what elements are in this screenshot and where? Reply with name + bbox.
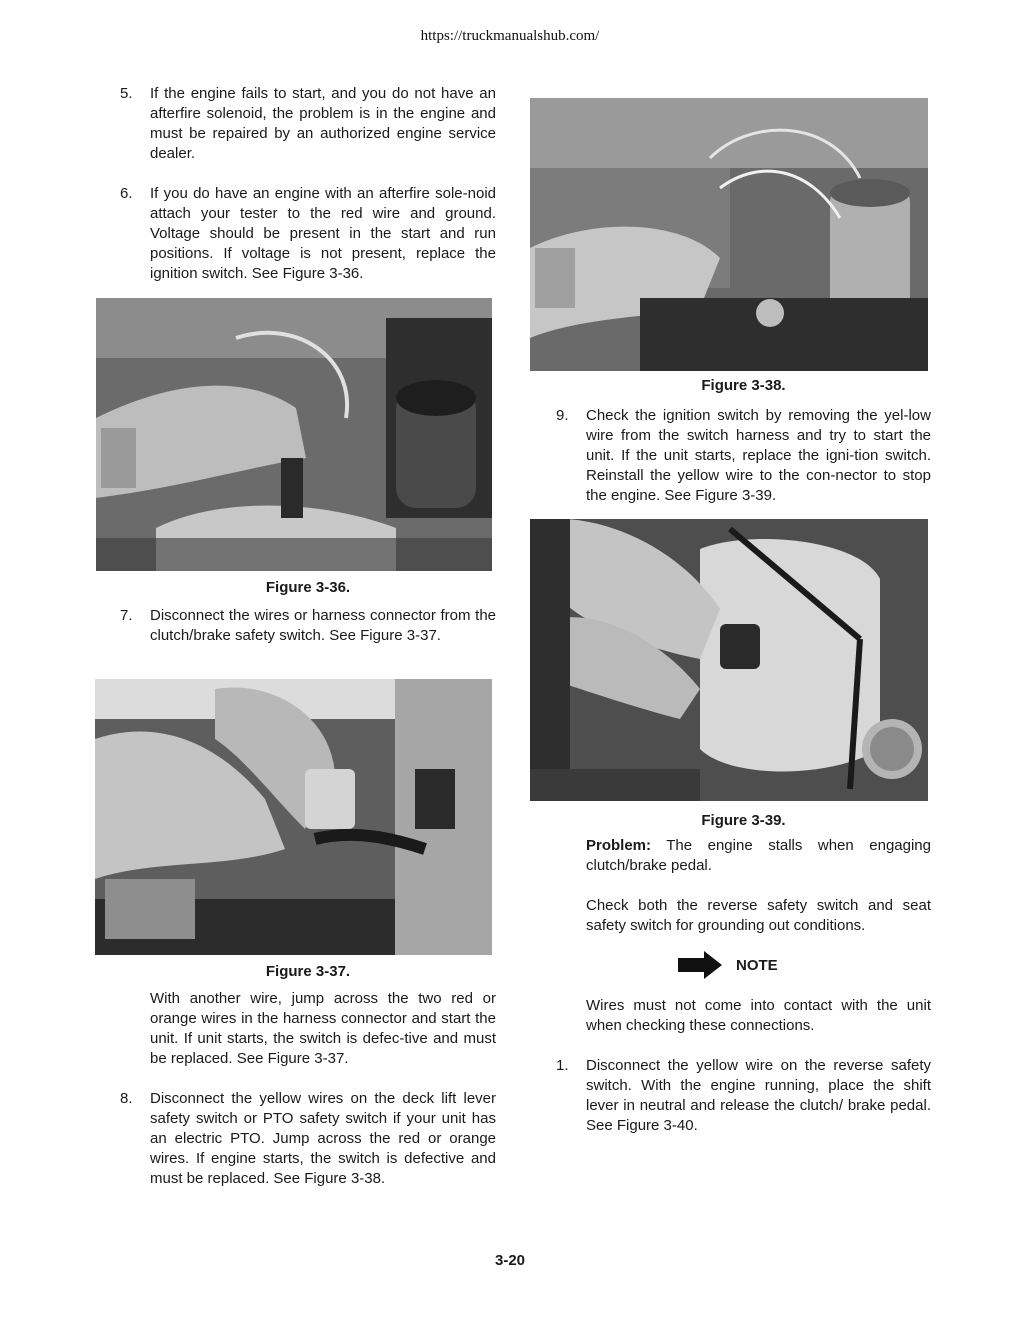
step-text: Disconnect the wires or harness connector from the clutch/brake safety switch. See Figure 3-37.	[150, 607, 496, 644]
jump-paragraph	[120, 989, 496, 1069]
step-text: If the engine fails to start, and you do not have an afterfire solenoid, the problem is in the engine and must be repaired by an authorized engine service dealer.	[150, 85, 496, 162]
step-number: 1.	[556, 1057, 569, 1074]
step-text: Disconnect the yellow wire on the reverse safety switch. With the engine running, place the shift lever in neutral and release the clutch/ brake pedal. See Figure 3-40.	[586, 1057, 931, 1134]
step-number: 9.	[556, 407, 569, 424]
step-number: 8.	[120, 1090, 133, 1107]
figure-3-39-photo	[530, 519, 928, 801]
step-text: Check the ignition switch by removing the yel-low wire from the switch harness and try to start the unit. If the unit starts, replace the igni-tion switch. Reinstall the yellow wire to the con-nector to stop the engine. See Figure 3-39.	[586, 407, 931, 504]
paragraph-text: Check both the reverse safety switch and seat safety switch for grounding out conditions.	[586, 897, 931, 934]
arrow-right-icon	[678, 951, 722, 979]
step-number: 5.	[120, 85, 133, 102]
figure-3-39-caption: Figure 3-39.	[701, 812, 786, 829]
figure-3-37-photo	[95, 679, 492, 955]
figure-3-36-caption: Figure 3-36.	[265, 579, 351, 596]
note-text-block	[556, 996, 931, 1036]
step-5	[120, 84, 496, 164]
note-callout	[678, 950, 778, 980]
note-label: NOTE	[736, 956, 778, 974]
step-7	[120, 606, 496, 646]
step-9	[556, 406, 931, 506]
problem-label: Problem:	[586, 837, 652, 854]
step-number: 7.	[120, 607, 133, 624]
source-url: https://truckmanualshub.com/	[420, 28, 600, 44]
figure-3-38-photo	[530, 98, 928, 371]
step-6	[120, 184, 496, 284]
check-paragraph	[556, 896, 931, 936]
figure-3-36-photo	[96, 298, 492, 571]
problem-statement	[556, 836, 931, 876]
paragraph-text: With another wire, jump across the two red or orange wires in the harness connector and start the unit. If unit starts, the switch is defec-tive and must be replaced. See Figure 3-37.	[150, 990, 496, 1067]
step-text: If you do have an engine with an afterfire sole-noid attach your tester to the red wire and ground. Voltage should be present in the start and run positions. If voltage is not present, replace the ignition switch. See Figure 3-36.	[150, 185, 496, 282]
step-text: Disconnect the yellow wires on the deck lift lever safety switch or PTO safety switch if your unit has an electric PTO. Jump across the red or orange wires. If engine starts, the switch is defective and must be replaced. See Figure 3-38.	[150, 1090, 496, 1187]
step-number: 6.	[120, 185, 133, 202]
problem-text: The engine stalls when engaging clutch/brake pedal.	[586, 837, 931, 874]
step-8	[120, 1089, 496, 1189]
step-1	[556, 1056, 931, 1136]
figure-3-37-caption: Figure 3-37.	[265, 963, 351, 980]
page-number: 3-20	[494, 1252, 526, 1269]
figure-3-38-caption: Figure 3-38.	[701, 377, 786, 394]
note-text: Wires must not come into contact with the unit when checking these connections.	[586, 997, 931, 1034]
